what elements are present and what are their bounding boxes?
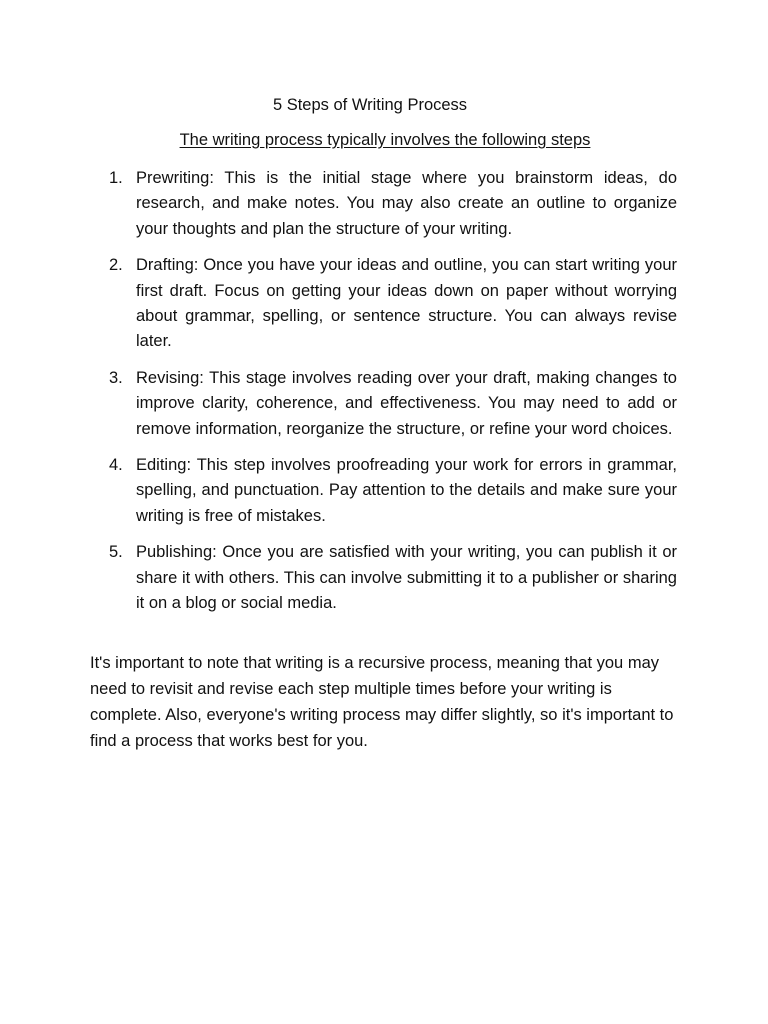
- step-number: 2.: [109, 256, 123, 275]
- list-item: [109, 166, 677, 242]
- list-item: [109, 253, 677, 355]
- step-number: 3.: [109, 368, 123, 387]
- step-number: 5.: [109, 543, 123, 562]
- steps-list: [109, 166, 677, 628]
- step-text: Publishing: Once you are satisfied with your writing, you can publish it or share it with others. This can involve submitting it to a publisher or sharing it on a blog or social media.: [136, 543, 677, 613]
- step-text: Drafting: Once you have your ideas and outline, you can start writing your first draft. Focus on getting your ideas down on paper without worrying about grammar, spelling, or sentence structure. You can always revise later.: [136, 256, 677, 351]
- list-item: [109, 540, 677, 616]
- step-text: Revising: This stage involves reading over your draft, making changes to improve clarity, coherence, and effectiveness. You may need to add or remove information, reorganize the structure, or refine your word choices.: [136, 368, 677, 438]
- step-number: 4.: [109, 456, 123, 475]
- closing-paragraph: It's important to note that writing is a recursive process, meaning that you may need to revisit and revise each step multiple times before your writing is complete. Also, everyone's writing process may differ slightly, so it's important to find a process that works best for you.: [90, 654, 674, 750]
- step-text: Editing: This step involves proofreading your work for errors in grammar, spelling, and punctuation. Pay attention to the details and make sure your writing is free of mistakes.: [136, 456, 677, 525]
- document-title: 5 Steps of Writing Process: [272, 96, 468, 114]
- step-number: 1.: [109, 169, 123, 187]
- document-subtitle: The writing process typically involves the following steps: [179, 131, 591, 149]
- step-text: Prewriting: This is the initial stage where you brainstorm ideas, do research, and make notes. You may also create an outline to organize your thoughts and plan the structure of your writing.: [136, 169, 677, 238]
- list-item: [109, 453, 677, 529]
- list-item: [109, 366, 677, 442]
